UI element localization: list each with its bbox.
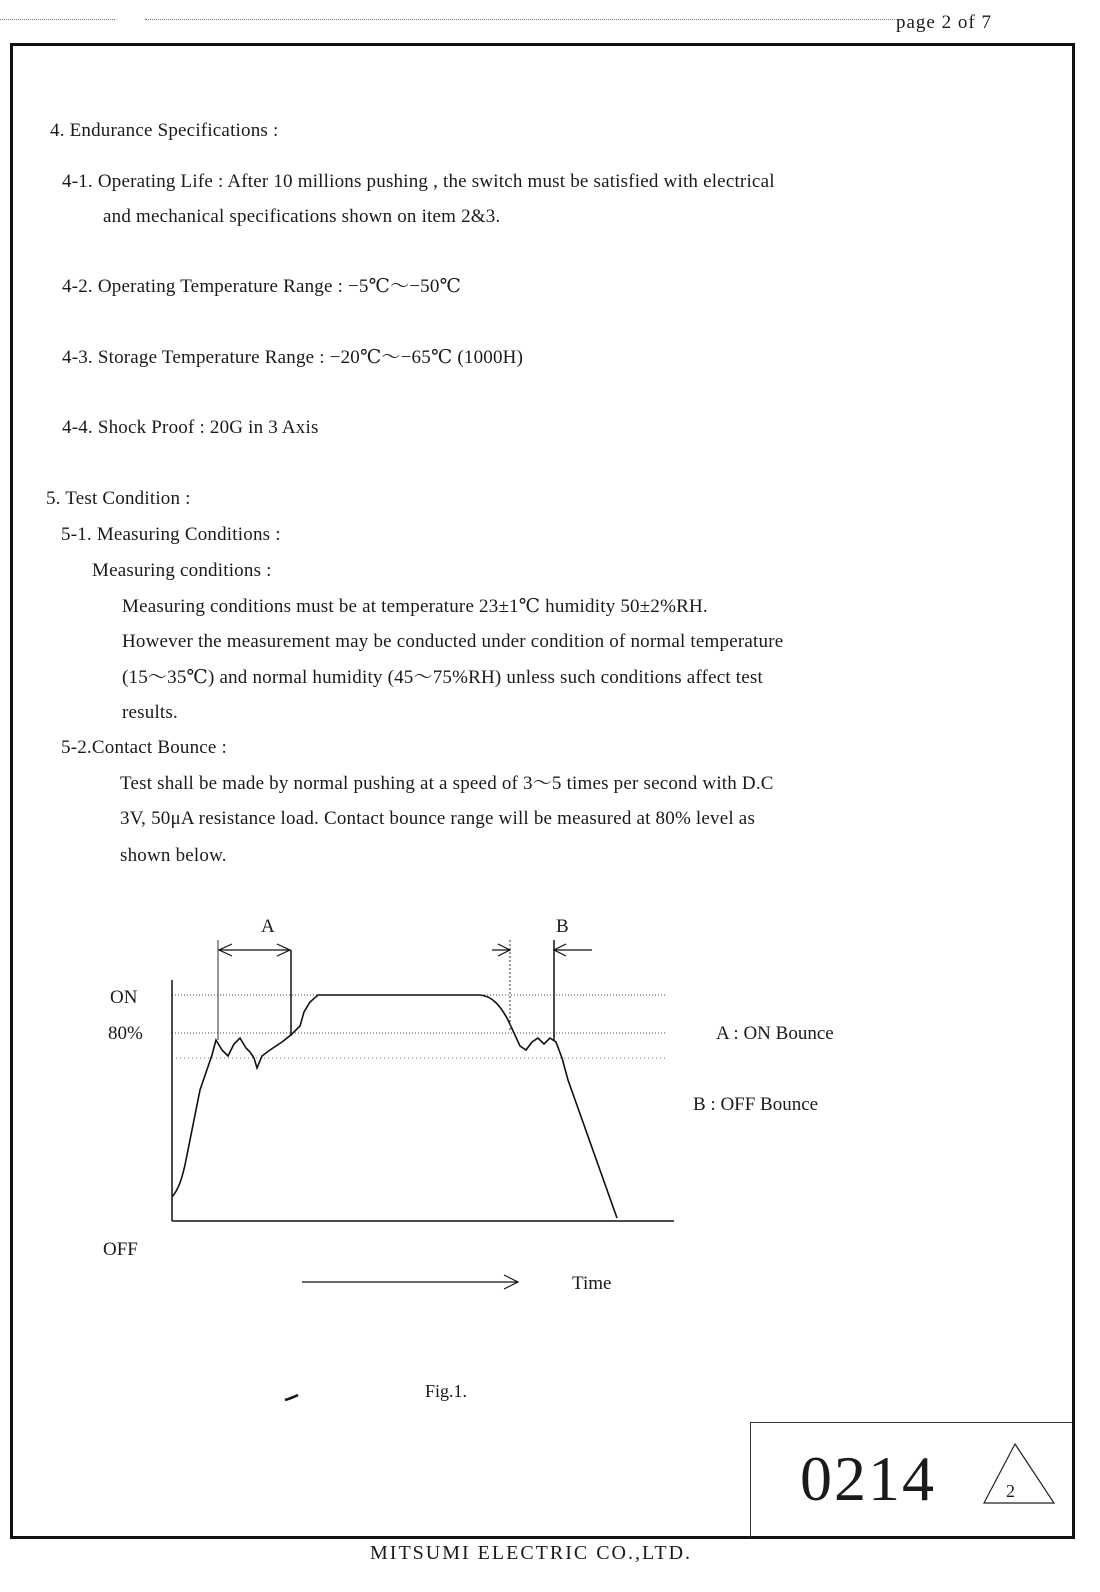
section-4-4: 4-4. Shock Proof : 20G in 3 Axis xyxy=(62,417,319,438)
section-4-title: 4. Endurance Specifications : xyxy=(50,120,279,141)
section-4-1-line2: and mechanical specifications shown on item 2&3. xyxy=(103,206,501,227)
section-5-title: 5. Test Condition : xyxy=(46,488,191,509)
section-4-3: 4-3. Storage Temperature Range : −20℃〜−65℃ (1000H) xyxy=(62,347,524,368)
revision-number: 2 xyxy=(1006,1481,1015,1501)
section-5-2-line3: shown below. xyxy=(120,845,227,866)
section-5-2-line2: 3V, 50μA resistance load. Contact bounce range will be measured at 80% level as xyxy=(120,808,756,829)
section-4-1-line1: 4-1. Operating Life : After 10 millions pushing , the switch must be satisfied with electrical xyxy=(62,171,775,192)
signal-waveform xyxy=(172,995,617,1218)
section-4-2: 4-2. Operating Temperature Range : −5℃〜−50℃ xyxy=(62,276,462,297)
section-5-1-title: 5-1. Measuring Conditions : xyxy=(61,524,281,545)
section-5-1-line4: results. xyxy=(122,702,178,723)
section-5-1-line2: However the measurement may be conducted under condition of normal temperature xyxy=(122,631,784,652)
y-label-on: ON xyxy=(110,987,138,1008)
section-5-1-line3: (15〜35℃) and normal humidity (45〜75%RH) unless such conditions affect test xyxy=(122,667,763,688)
label-a: A xyxy=(261,916,275,937)
page-number: page 2 of 7 xyxy=(896,12,992,33)
section-5-2-title: 5-2.Contact Bounce : xyxy=(61,737,227,758)
section-5-2-line1: Test shall be made by normal pushing at a speed of 3〜5 times per second with D.C xyxy=(120,773,774,794)
legend-off-bounce: B : OFF Bounce xyxy=(693,1094,819,1115)
document-number: 0214 xyxy=(800,1443,936,1514)
section-5-1-subtitle: Measuring conditions : xyxy=(92,560,272,581)
time-label: Time xyxy=(572,1273,612,1294)
figure-caption: Fig.1. xyxy=(425,1381,468,1401)
legend-on-bounce: A : ON Bounce xyxy=(716,1023,834,1044)
label-b: B xyxy=(556,916,569,937)
y-label-80: 80% xyxy=(108,1023,143,1044)
scan-mark xyxy=(285,1395,298,1400)
section-5-1-line1: Measuring conditions must be at temperature 23±1℃ humidity 50±2%RH. xyxy=(122,596,708,617)
y-label-off: OFF xyxy=(103,1239,138,1260)
company-footer: MITSUMI ELECTRIC CO.,LTD. xyxy=(370,1542,693,1564)
